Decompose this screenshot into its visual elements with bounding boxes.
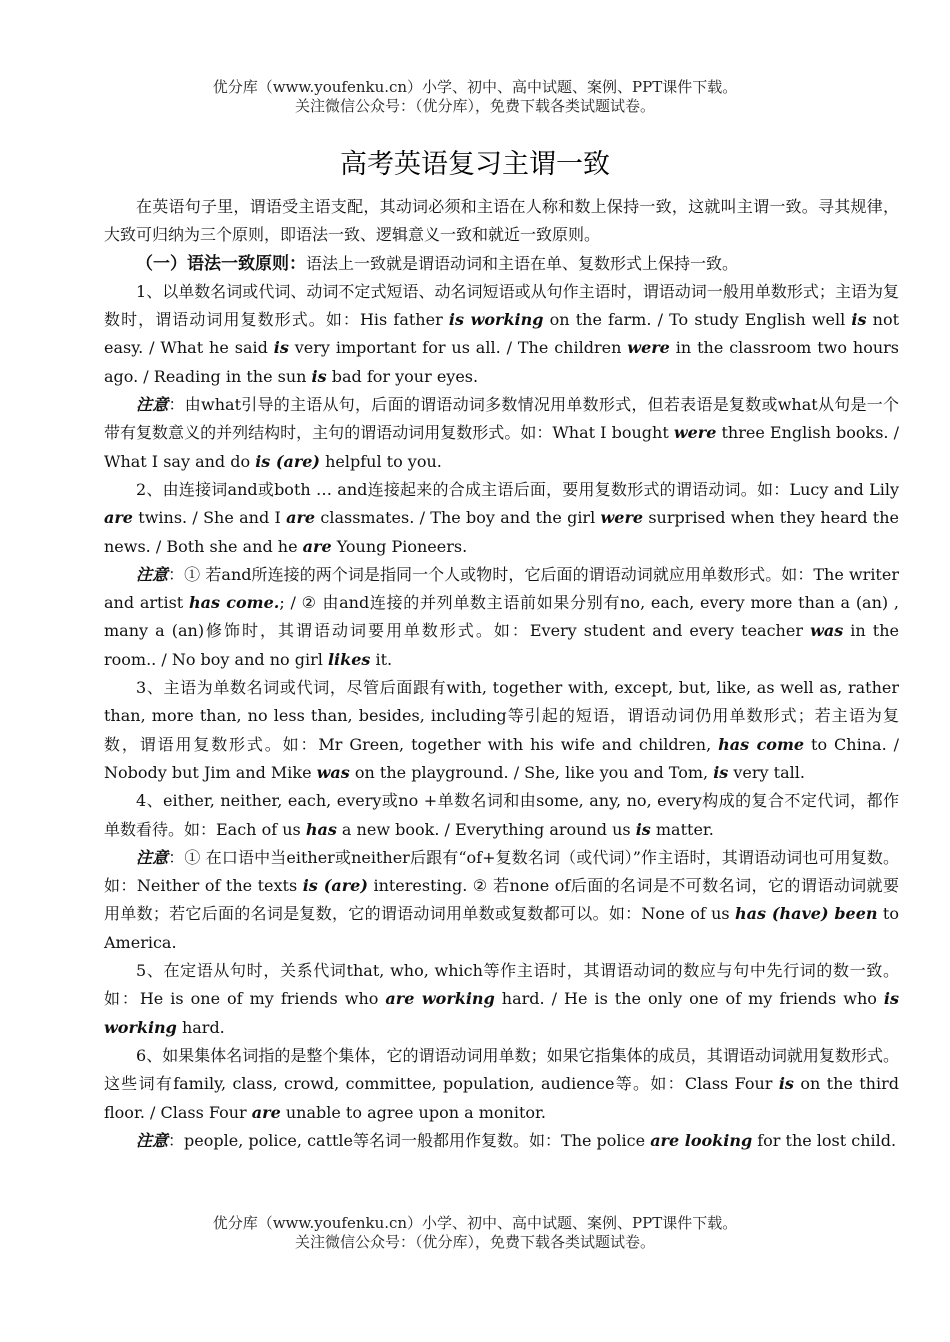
- note-4-paragraph: [104, 844, 899, 957]
- example-verb: was: [810, 621, 844, 641]
- note-label: 注意: [136, 847, 169, 867]
- rule-text: surprised when they heard the news. / Both she and he: [104, 508, 900, 556]
- note-text: three English books. / What I say and do: [104, 423, 899, 471]
- rule-text: in the classroom two hours ago. / Reading in the sun: [104, 338, 900, 386]
- rule-text: very tall.: [728, 762, 805, 782]
- note-text: for the lost child.: [752, 1130, 897, 1150]
- example-verb: were: [627, 338, 670, 358]
- rule-text: Young Pioneers.: [331, 536, 468, 556]
- note-6-paragraph: [104, 1127, 899, 1155]
- example-verb: is: [311, 366, 327, 386]
- rule-text: not easy. / What he said: [104, 310, 900, 358]
- note-1-paragraph: [104, 391, 899, 476]
- note-label: 注意: [136, 564, 169, 584]
- document-title: 高考英语复习主谓一致: [340, 149, 610, 180]
- note-text: ：people, police, cattle等名词一般都用作复数。如：The police: [168, 1130, 651, 1150]
- rule-4-paragraph: [104, 787, 899, 844]
- note-text: interesting. ② 若none of后面的名词是不可数名词，它的谓语动词就要用单数；若它后面的名词是复数，它的谓语动词用单数或复数都可以。如：None of us: [104, 876, 899, 924]
- example-verb: are: [302, 536, 332, 556]
- example-verb: has come: [718, 734, 805, 754]
- page-footer: [0, 1214, 950, 1252]
- note-label: 注意: [136, 1130, 169, 1150]
- rule-text: matter.: [650, 819, 714, 839]
- example-verb: was: [316, 762, 350, 782]
- rule-text: unable to agree upon a monitor.: [280, 1102, 546, 1122]
- example-verb: were: [673, 423, 717, 443]
- example-verb: were: [600, 508, 644, 528]
- rule-text: 5、在定语从句时，关系代词that, who, which等作主语时，其谓语动词的数应与句中先行词的数一致。如：He is one of my friends who: [104, 961, 899, 1009]
- rule-1-paragraph: [104, 278, 899, 391]
- section-1-paragraph: [104, 250, 899, 278]
- section-1-text: 语法上一致就是谓语动词和主语在单、复数形式上保持一致。: [306, 253, 739, 273]
- rule-text: on the farm. / To study English well: [543, 310, 852, 330]
- rule-text: classmates. / The boy and the girl: [315, 508, 601, 528]
- rule-text: 4、either, neither, each, every或no +单数名词和由some, any, no, every构成的复合不定代词，都作单数看待。如：Each of us: [104, 791, 899, 839]
- header-line-1: 优分库（www.youfenku.cn）小学、初中、高中试题、案例、PPT课件下载。: [212, 78, 738, 96]
- rule-text: very important for us all. / The children: [288, 338, 628, 358]
- note-2-paragraph: [104, 561, 899, 674]
- note-text: in the room.. / No boy and no girl: [104, 621, 899, 669]
- example-verb: is (are): [255, 451, 320, 471]
- example-verb: likes: [327, 649, 371, 669]
- example-verb: are looking: [650, 1130, 753, 1150]
- rule-text: twins. / She and I: [132, 508, 287, 528]
- rule-text: hard.: [176, 1017, 225, 1037]
- footer-line-2: 关注微信公众号：（优分库），免费下载各类试题试卷。: [294, 1233, 655, 1251]
- rule-3-paragraph: [104, 674, 899, 787]
- note-text: ：① 若and所连接的两个词是指同一个人或物时，它后面的谓语动词就应用单数形式。如：The writer and artist: [104, 564, 899, 613]
- example-verb: is working: [104, 989, 899, 1037]
- rule-text: hard. / He is the only one of my friends who: [494, 989, 884, 1009]
- example-verb: is: [273, 338, 289, 358]
- rule-text: to China. / Nobody but Jim and Mike: [104, 734, 899, 782]
- example-verb: are: [104, 508, 133, 528]
- note-text: to America.: [104, 904, 899, 952]
- example-verb: is (are): [302, 876, 368, 896]
- footer-line-1: 优分库（www.youfenku.cn）小学、初中、高中试题、案例、PPT课件下载。: [212, 1214, 738, 1232]
- example-verb: has: [305, 819, 337, 839]
- document-body: [104, 193, 899, 1155]
- intro-paragraph: 在英语句子里，谓语受主语支配，其动词必须和主语在人称和数上保持一致，这就叫主谓一致。寻其规律，大致可归纳为三个原则，即语法一致、逻辑意义一致和就近一致原则。: [104, 197, 899, 245]
- example-verb: are: [251, 1102, 281, 1122]
- rule-5-paragraph: [104, 957, 899, 1042]
- rule-text: on the third floor. / Class Four: [104, 1074, 899, 1122]
- rule-2-paragraph: [104, 476, 899, 561]
- section-1-heading: （一）语法一致原则：: [136, 253, 306, 274]
- note-label: 注意: [136, 395, 169, 415]
- example-verb: are: [286, 508, 316, 528]
- example-verb: is: [851, 310, 867, 330]
- note-text: it.: [370, 649, 393, 669]
- example-verb: are working: [385, 989, 495, 1009]
- rule-text: bad for your eyes.: [326, 366, 479, 386]
- note-text: ：由what引导的主语从句，后面的谓语动词多数情况用单数形式，但若表语是复数或what从句是一个带有复数意义的并列结构时，主句的谓语动词用复数形式。如：What I bought: [104, 395, 899, 443]
- rule-text: 6、如果集体名词指的是整个集体，它的谓语动词用单数；如果它指集体的成员，其谓语动词就用复数形式。这些词有family, class, crowd, committee, population, audience等。如：Class Four: [104, 1045, 899, 1094]
- note-text: ：① 在口语中当either或neither后跟有“of+复数名词（或代词）”作主语时，其谓语动词也可用复数。如：Neither of the texts: [104, 847, 899, 896]
- example-verb: is: [778, 1074, 794, 1094]
- rule-text: 2、由连接词and或both … and连接起来的合成主语后面，要用复数形式的谓语动词。如：Lucy and Lily: [136, 479, 899, 499]
- header-line-2: 关注微信公众号：（优分库），免费下载各类试题试卷。: [294, 97, 655, 115]
- example-verb: is: [713, 762, 729, 782]
- rule-text: on the playground. / She, like you and Tom,: [349, 762, 714, 782]
- rule-text: a new book. / Everything around us: [336, 819, 636, 839]
- example-verb: is working: [448, 310, 544, 330]
- note-text: ; / ② 由and连接的并列单数主语前如果分别有no, each, every more than a (an) , many a (an)修饰时，其谓语动词要用单数形式。如：Every student and every teacher: [104, 593, 899, 641]
- rule-6-paragraph: [104, 1042, 899, 1127]
- rule-text: 1、以单数名词或代词、动词不定式短语、动名词短语或从句作主语时，谓语动词一般用单数形式；主语为复数时，谓语动词用复数形式。如：His father: [104, 281, 899, 330]
- note-text: helpful to you.: [320, 451, 442, 471]
- example-verb: has come.: [189, 593, 280, 613]
- page-header: [0, 78, 950, 116]
- rule-text: 3、主语为单数名词或代词，尽管后面跟有with, together with, except, but, like, as well as, rather than, more than, no less than, besides, including等引起的短语，谓语动词仍用单数形式；若主语为复数，谓语用复数形式。如：Mr Green, together with his wife and children,: [104, 678, 899, 754]
- example-verb: has (have) been: [735, 904, 878, 924]
- example-verb: is: [635, 819, 651, 839]
